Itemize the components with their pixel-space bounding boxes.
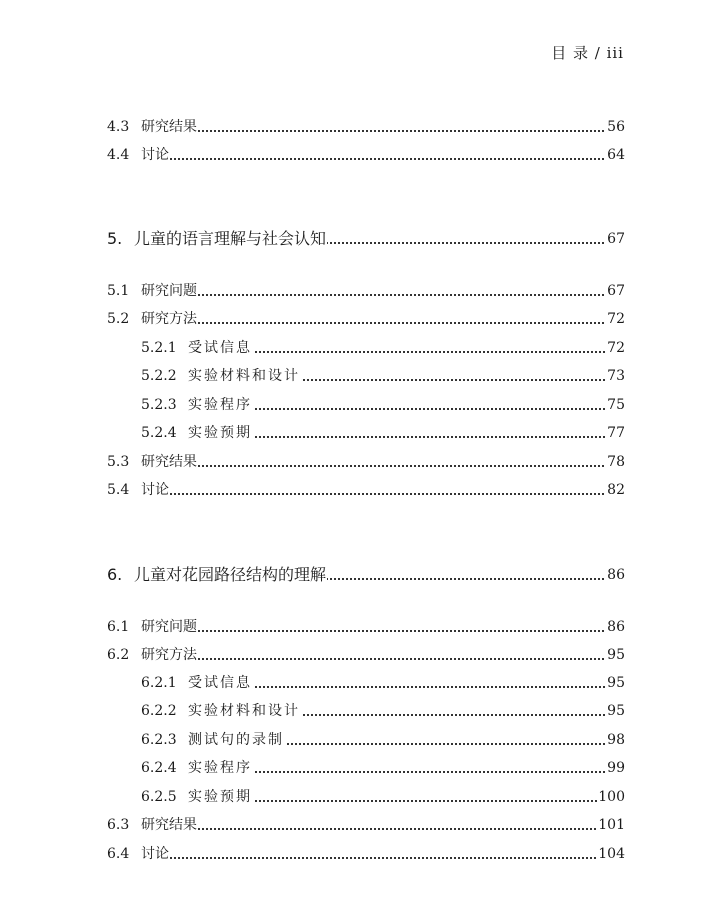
toc-page-number: 86 (607, 619, 625, 635)
toc-subsection-entry[interactable] (0, 423, 723, 443)
toc-dot-leader (141, 294, 608, 296)
toc-subsection-entry[interactable] (0, 758, 723, 778)
toc-entry-number: 5.2 (107, 311, 130, 327)
toc-dot-leader (141, 857, 608, 859)
toc-subsection-entry[interactable] (0, 701, 723, 721)
toc-entry-title: 实验材料和设计 (188, 368, 300, 384)
toc-page-number: 99 (607, 760, 625, 776)
toc-section-entry[interactable] (0, 645, 723, 665)
toc-dot-leader (141, 130, 608, 132)
toc-entry-number: 6.2.5 (141, 789, 177, 805)
toc-entry-title: 研究问题 (141, 283, 197, 299)
toc-entry-number: 6.2 (107, 647, 130, 663)
toc-dot-leader (141, 465, 608, 467)
toc-dot-leader (141, 322, 608, 324)
toc-page-number: 95 (607, 647, 625, 663)
toc-page-number: 72 (607, 311, 625, 327)
toc-dot-leader (141, 828, 608, 830)
toc-subsection-entry[interactable] (0, 787, 723, 807)
toc-dot-leader (141, 658, 608, 660)
toc-section-entry[interactable] (0, 145, 723, 165)
toc-page-number: 64 (607, 147, 625, 163)
toc-entry-title: 研究结果 (141, 119, 197, 135)
toc-subsection-entry[interactable] (0, 395, 723, 415)
toc-subsection-entry[interactable] (0, 366, 723, 386)
toc-entry-number: 6.4 (107, 846, 130, 862)
toc-page-number: 73 (607, 368, 625, 384)
toc-entry-title: 实验预期 (188, 425, 252, 441)
toc-entry-number: 5.4 (107, 482, 130, 498)
toc-page-number: 67 (607, 283, 625, 299)
toc-entry-number: 6.2.1 (141, 675, 177, 691)
toc-page-number: 77 (607, 425, 625, 441)
toc-page-number: 82 (607, 482, 625, 498)
toc-page-number: 95 (607, 703, 625, 719)
toc-page-number: 78 (607, 454, 625, 470)
toc-entry-title: 实验预期 (188, 789, 252, 805)
toc-page-number: 101 (598, 817, 625, 833)
toc-section-entry[interactable] (0, 281, 723, 301)
toc-entry-title: 讨论 (141, 846, 169, 862)
toc-subsection-entry[interactable] (0, 673, 723, 693)
toc-entry-number: 5.1 (107, 283, 130, 299)
toc-page-number: 95 (607, 675, 625, 691)
toc-entry-number: 5.2.4 (141, 425, 177, 441)
toc-page-number: 56 (607, 119, 625, 135)
toc-section-entry[interactable] (0, 815, 723, 835)
toc-dot-leader (141, 493, 608, 495)
toc-section-entry[interactable] (0, 309, 723, 329)
toc-chapter-entry[interactable] (0, 565, 723, 585)
toc-entry-title: 讨论 (141, 482, 169, 498)
toc-entry-number: 4.4 (107, 147, 130, 163)
toc-page-number: 75 (607, 397, 625, 413)
toc-entry-title: 实验程序 (188, 397, 252, 413)
toc-entry-number: 5.2.3 (141, 397, 177, 413)
toc-entry-number: 6.2.2 (141, 703, 177, 719)
toc-entry-number: 6. (107, 565, 123, 584)
toc-section-entry[interactable] (0, 480, 723, 500)
toc-section-entry[interactable] (0, 617, 723, 637)
running-head: 目 录 / iii (551, 44, 624, 62)
toc-page-number: 86 (607, 567, 625, 583)
toc-entry-number: 6.1 (107, 619, 130, 635)
toc-entry-title: 实验程序 (188, 760, 252, 776)
toc-entry-title: 测试句的录制 (188, 732, 284, 748)
toc-entry-number: 6.3 (107, 817, 130, 833)
toc-entry-number: 6.2.3 (141, 732, 177, 748)
toc-page-number: 100 (598, 789, 625, 805)
toc-entry-title: 研究方法 (141, 311, 197, 327)
toc-section-entry[interactable] (0, 844, 723, 864)
toc-subsection-entry[interactable] (0, 730, 723, 750)
toc-entry-title: 儿童的语言理解与社会认知 (134, 229, 327, 248)
toc-entry-number: 5. (107, 229, 123, 248)
toc-entry-title: 儿童对花园路径结构的理解 (134, 565, 327, 584)
toc-entry-number: 6.2.4 (141, 760, 177, 776)
toc-page-number: 98 (607, 732, 625, 748)
toc-entry-number: 5.2.2 (141, 368, 177, 384)
toc-entry-number: 4.3 (107, 119, 130, 135)
toc-chapter-entry[interactable] (0, 229, 723, 249)
toc-entry-title: 受试信息 (188, 675, 252, 691)
toc-entry-title: 讨论 (141, 147, 169, 163)
toc-page-number: 67 (607, 231, 625, 247)
toc-page-number: 72 (607, 340, 625, 356)
toc-subsection-entry[interactable] (0, 338, 723, 358)
toc-entry-number: 5.2.1 (141, 340, 177, 356)
toc-entry-title: 实验材料和设计 (188, 703, 300, 719)
toc-entry-title: 受试信息 (188, 340, 252, 356)
toc-dot-leader (141, 630, 608, 632)
toc-entry-number: 5.3 (107, 454, 130, 470)
toc-section-entry[interactable] (0, 452, 723, 472)
toc-page-number: 104 (598, 846, 625, 862)
toc-entry-title: 研究问题 (141, 619, 197, 635)
toc-dot-leader (141, 158, 608, 160)
toc-entry-title: 研究结果 (141, 817, 197, 833)
toc-section-entry[interactable] (0, 117, 723, 137)
toc-entry-title: 研究方法 (141, 647, 197, 663)
toc-entry-title: 研究结果 (141, 454, 197, 470)
